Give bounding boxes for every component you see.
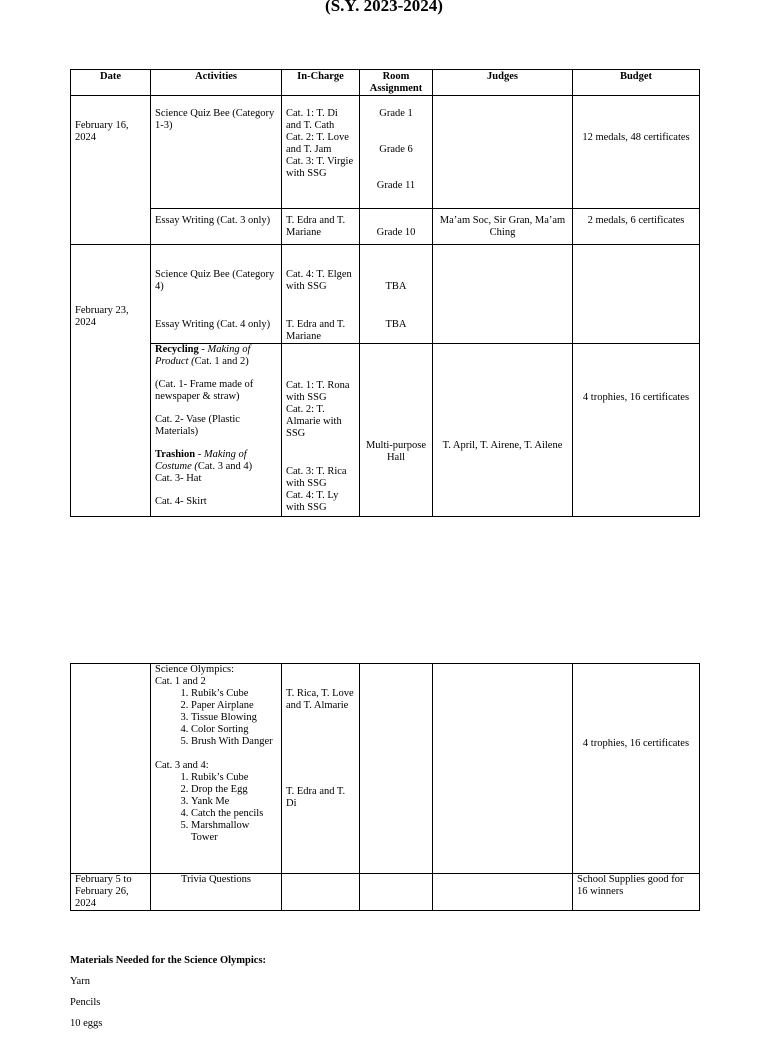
activity-cell: Science Quiz Bee (Category 1-3)	[151, 96, 282, 209]
trashion-cats: Cat. 3 and 4)	[197, 461, 253, 472]
judges-cell	[433, 874, 573, 911]
in-charge-group	[286, 380, 355, 440]
trashion-label: Trashion	[155, 449, 196, 460]
list-item: 4. Color Sorting	[191, 724, 277, 736]
schedule-table-continued	[70, 663, 700, 911]
room-cell: Grade 10	[360, 209, 433, 245]
judges-cell	[433, 664, 573, 874]
olympics-list	[155, 772, 277, 844]
in-charge-cell	[282, 344, 360, 517]
in-charge-cell	[282, 245, 360, 344]
list-item: 3. Tissue Blowing	[191, 712, 277, 724]
recycling-subtitle: Making of Product (	[155, 344, 251, 367]
judges-cell	[433, 96, 573, 209]
trashion-cat3: Cat. 3- Hat	[155, 473, 202, 484]
title-dash: -	[195, 449, 204, 460]
in-charge-line: Cat. 4: T. Ly with SSG	[286, 490, 339, 513]
activity-cell	[151, 344, 282, 517]
room-text: Grade 11	[376, 180, 416, 191]
olympics-list	[155, 688, 277, 748]
in-charge-text: T. Edra and T. Mariane	[286, 319, 346, 342]
list-item: 2. Paper Airplane	[191, 700, 277, 712]
activity-cell: Trivia Questions	[151, 874, 282, 911]
date-cell: February 16, 2024	[71, 96, 151, 245]
list-item: 1. Rubik’s Cube	[191, 688, 277, 700]
table-row	[71, 209, 700, 245]
list-item: 2. Drop the Egg	[191, 784, 277, 796]
in-charge-group	[286, 466, 355, 514]
header-room: Room Assignment	[360, 70, 433, 96]
trashion-subtitle: Making of Costume (	[155, 449, 247, 472]
title-dash: -	[198, 344, 208, 355]
in-charge-text: Cat. 4: T. Elgen with SSG	[286, 269, 352, 292]
in-charge-line: Cat. 2: T. Love and T. Jam	[286, 132, 349, 155]
list-item: 3. Yank Me	[191, 796, 277, 808]
olympics-group-label: Cat. 1 and 2	[155, 676, 206, 687]
judges-cell	[433, 245, 573, 344]
olympics-heading: Science Olympics:	[155, 664, 235, 675]
recycling-cat2: Cat. 2- Vase (Plastic Materials)	[155, 414, 240, 437]
header-activities: Activities	[151, 70, 282, 96]
room-cell: Multi-purpose Hall	[360, 344, 433, 517]
header-judges: Judges	[433, 70, 573, 96]
table-row	[71, 664, 700, 874]
in-charge-cell	[282, 874, 360, 911]
in-charge-cell: T. Edra and T. Mariane	[282, 209, 360, 245]
budget-cell: 12 medals, 48 certificates	[573, 96, 700, 209]
materials-heading: Materials Needed for the Science Olympics:	[70, 955, 267, 966]
schedule-table	[70, 69, 700, 517]
recycling-cats: Cat. 1 and 2)	[194, 356, 249, 367]
room-text: TBA	[385, 281, 407, 292]
list-item: Yarn	[70, 976, 90, 987]
budget-cell: 2 medals, 6 certificates	[573, 209, 700, 245]
list-item: 4. Catch the pencils	[191, 808, 277, 820]
in-charge-line: Cat. 2: T. Almarie with SSG	[286, 404, 342, 439]
in-charge-text: T. Rica, T. Love and T. Almarie	[286, 688, 354, 711]
header-in-charge: In-Charge	[282, 70, 360, 96]
list-item: 10 eggs	[70, 1018, 103, 1029]
date-cell	[71, 664, 151, 874]
page-title: (S.Y. 2023-2024)	[325, 0, 443, 15]
activity-text: Science Quiz Bee (Category 4)	[155, 269, 275, 292]
header-budget: Budget	[573, 70, 700, 96]
judges-cell: Ma’am Soc, Sir Gran, Ma’am Ching	[433, 209, 573, 245]
in-charge-line: Cat. 3: T. Rica with SSG	[286, 466, 347, 489]
in-charge-text: T. Edra and T. Di	[286, 786, 346, 809]
list-item: 5. Brush With Danger	[191, 736, 277, 748]
room-text: TBA	[385, 319, 407, 330]
room-text: Grade 1	[379, 108, 413, 119]
budget-cell: 4 trophies, 16 certificates	[573, 344, 700, 517]
room-cell	[360, 96, 433, 209]
in-charge-line: Cat. 3: T. Virgie with SSG	[286, 156, 354, 179]
recycling-title	[155, 344, 277, 368]
recycling-cat1: (Cat. 1- Frame made of newspaper & straw)	[155, 379, 254, 402]
recycling-label: Recycling	[155, 344, 199, 355]
in-charge-cell	[282, 96, 360, 209]
judges-cell: T. April, T. Airene, T. Ailene	[433, 344, 573, 517]
header-date: Date	[71, 70, 151, 96]
table-row	[71, 874, 700, 911]
list-item: 5. Marshmallow Tower	[191, 820, 277, 844]
date-cell: February 23, 2024	[71, 245, 151, 517]
header-row	[71, 70, 700, 96]
list-item: 1. Rubik’s Cube	[191, 772, 277, 784]
in-charge-line: Cat. 1: T. Di and T. Cath	[286, 108, 338, 131]
table-row	[71, 245, 700, 344]
budget-cell: School Supplies good for 16 winners	[573, 874, 700, 911]
trashion-cat4: Cat. 4- Skirt	[155, 496, 207, 507]
activity-cell	[151, 245, 282, 344]
room-text: Grade 6	[379, 144, 413, 155]
list-item: Pencils	[70, 997, 101, 1008]
room-cell	[360, 245, 433, 344]
olympics-group-label: Cat. 3 and 4:	[155, 760, 209, 771]
activity-cell: Essay Writing (Cat. 3 only)	[151, 209, 282, 245]
date-cell: February 5 to February 26, 2024	[71, 874, 151, 911]
trashion-title	[155, 449, 277, 473]
budget-cell	[573, 245, 700, 344]
materials-section	[70, 955, 266, 1039]
table-row	[71, 96, 700, 209]
table-row	[71, 344, 700, 517]
budget-cell: 4 trophies, 16 certificates	[573, 664, 700, 874]
room-cell	[360, 664, 433, 874]
in-charge-line: Cat. 1: T. Rona with SSG	[286, 380, 350, 403]
activity-cell	[151, 664, 282, 874]
activity-text: Essay Writing (Cat. 4 only)	[155, 319, 271, 330]
room-cell	[360, 874, 433, 911]
in-charge-cell	[282, 664, 360, 874]
